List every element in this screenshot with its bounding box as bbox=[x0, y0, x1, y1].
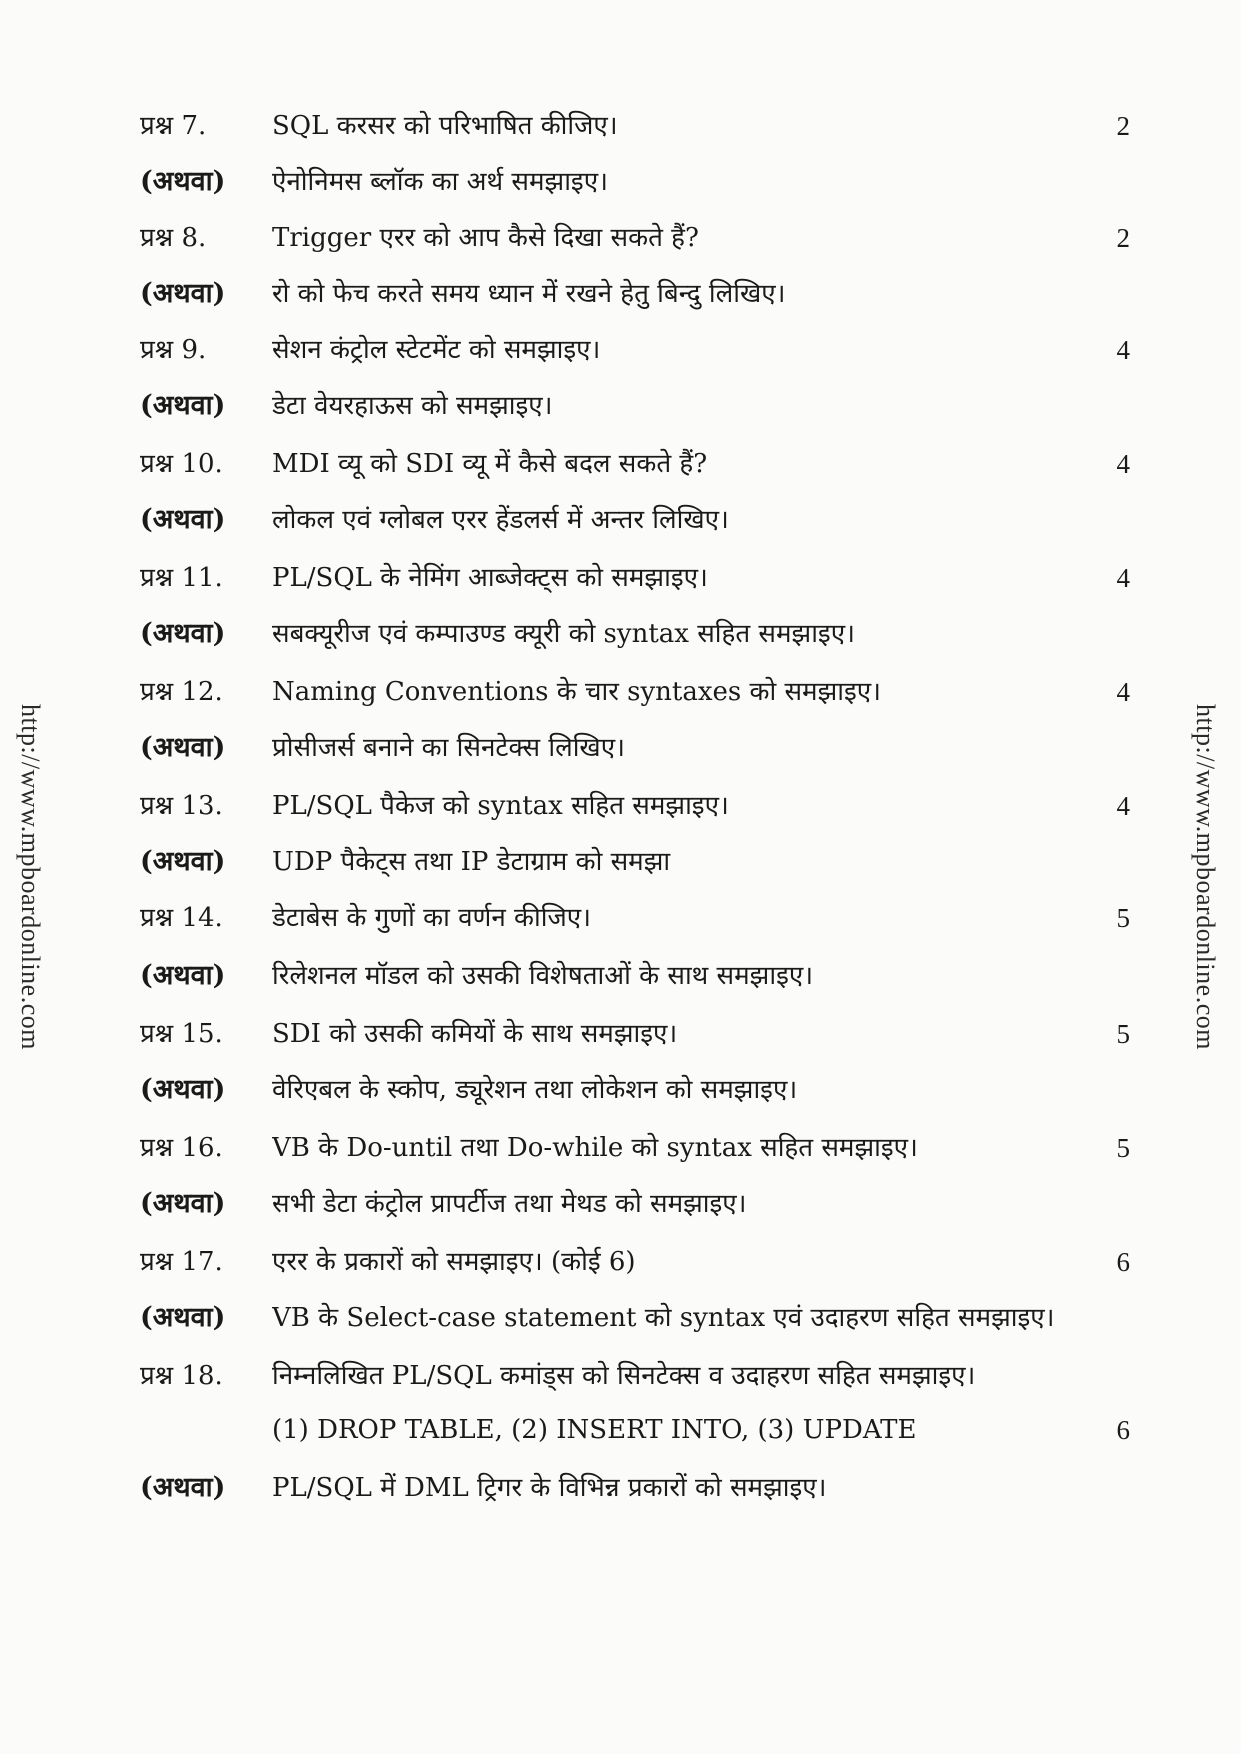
question-text: डेटा वेयरहाऊस को समझाइए। bbox=[272, 391, 553, 421]
question-number: प्रश्न 9. bbox=[140, 335, 207, 365]
question-number: प्रश्न 7. bbox=[140, 111, 207, 141]
alternate-question-row bbox=[140, 1068, 1130, 1112]
question-text: (1) DROP TABLE, (2) INSERT INTO, (3) UPDATE bbox=[272, 1415, 917, 1445]
question-text: सभी डेटा कंट्रोल प्रापर्टीज तथा मेथड को समझाइए। bbox=[272, 1189, 747, 1219]
question-text: PL/SQL के नेमिंग आब्जेक्ट्स को समझाइए। bbox=[272, 563, 708, 593]
question-row bbox=[140, 104, 1130, 148]
question-row bbox=[140, 442, 1130, 486]
alternate-question-row bbox=[140, 1182, 1130, 1226]
athva-label: (अथवा) bbox=[140, 732, 226, 763]
question-text: वेरिएबल के स्कोप, ड्यूरेशन तथा लोकेशन को समझाइए। bbox=[272, 1075, 798, 1105]
question-number: प्रश्न 8. bbox=[140, 223, 207, 253]
alternate-question-row bbox=[140, 612, 1130, 656]
question-marks: 2 bbox=[1116, 111, 1130, 141]
question-row bbox=[140, 1126, 1130, 1170]
athva-label: (अथवा) bbox=[140, 618, 226, 649]
question-marks: 2 bbox=[1116, 223, 1130, 253]
question-marks: 5 bbox=[1116, 1019, 1130, 1049]
question-number: प्रश्न 11. bbox=[140, 563, 223, 593]
question-number: प्रश्न 16. bbox=[140, 1133, 223, 1163]
alternate-question-row bbox=[140, 498, 1130, 542]
question-row bbox=[140, 328, 1130, 372]
question-text: एरर के प्रकारों को समझाइए। (कोई 6) bbox=[272, 1247, 636, 1277]
athva-label: (अथवा) bbox=[140, 1074, 226, 1105]
question-text: निम्नलिखित PL/SQL कमांड्स को सिनटेक्स व उदाहरण सहित समझाइए। bbox=[272, 1361, 976, 1391]
alternate-question-row bbox=[140, 272, 1130, 316]
question-text: VB के Select-case statement को syntax एवं उदाहरण सहित समझाइए। bbox=[272, 1303, 1055, 1333]
question-number: प्रश्न 13. bbox=[140, 791, 223, 821]
question-text: डेटाबेस के गुणों का वर्णन कीजिए। bbox=[272, 903, 591, 933]
question-number: प्रश्न 15. bbox=[140, 1019, 223, 1049]
athva-label: (अथवा) bbox=[140, 390, 226, 421]
question-text: PL/SQL पैकेज को syntax सहित समझाइए। bbox=[272, 791, 729, 821]
alternate-question-row bbox=[140, 954, 1130, 998]
athva-label: (अथवा) bbox=[140, 1188, 226, 1219]
question-row bbox=[140, 670, 1130, 714]
question-marks: 4 bbox=[1116, 677, 1130, 707]
question-marks: 4 bbox=[1116, 791, 1130, 821]
question-number: प्रश्न 17. bbox=[140, 1247, 223, 1277]
alternate-question-row bbox=[140, 160, 1130, 204]
question-number: प्रश्न 10. bbox=[140, 449, 223, 479]
alternate-question-row bbox=[140, 726, 1130, 770]
question-row bbox=[140, 216, 1130, 260]
question-text: SDI को उसकी कमियों के साथ समझाइए। bbox=[272, 1019, 678, 1049]
question-text: SQL करसर को परिभाषित कीजिए। bbox=[272, 111, 618, 141]
alternate-question-row bbox=[140, 1296, 1130, 1340]
question-row bbox=[140, 1012, 1130, 1056]
question-text: ऐनोनिमस ब्लॉक का अर्थ समझाइए। bbox=[272, 167, 608, 197]
question-text: Trigger एरर को आप कैसे दिखा सकते हैं? bbox=[272, 223, 699, 253]
question-marks: 5 bbox=[1116, 1133, 1130, 1163]
question-text: PL/SQL में DML ट्रिगर के विभिन्न प्रकारों को समझाइए। bbox=[272, 1473, 827, 1503]
athva-label: (अथवा) bbox=[140, 278, 226, 309]
watermark-right: http://www.mpboardonline.com bbox=[1191, 704, 1220, 1050]
question-text: UDP पैकेट्स तथा IP डेटाग्राम को समझा bbox=[272, 847, 671, 877]
question-text: रिलेशनल मॉडल को उसकी विशेषताओं के साथ समझाइए। bbox=[272, 961, 814, 991]
athva-label: (अथवा) bbox=[140, 166, 226, 197]
athva-label: (अथवा) bbox=[140, 846, 226, 877]
question-marks: 4 bbox=[1116, 449, 1130, 479]
question-text: VB के Do-until तथा Do-while को syntax सहित समझाइए। bbox=[272, 1133, 918, 1163]
question-number: प्रश्न 12. bbox=[140, 677, 223, 707]
watermark-left: http://www.mpboardonline.com bbox=[16, 704, 45, 1050]
question-number: प्रश्न 14. bbox=[140, 903, 223, 933]
question-text: सेशन कंट्रोल स्टेटमेंट को समझाइए। bbox=[272, 335, 601, 365]
question-marks: 6 bbox=[1116, 1247, 1130, 1277]
question-text: लोकल एवं ग्लोबल एरर हेंडलर्स में अन्तर लिखिए। bbox=[272, 505, 729, 535]
question-text: प्रोसीजर्स बनाने का सिनटेक्स लिखिए। bbox=[272, 733, 625, 763]
question-marks: 5 bbox=[1116, 903, 1130, 933]
athva-label: (अथवा) bbox=[140, 960, 226, 991]
question-row bbox=[140, 1240, 1130, 1284]
alternate-question-row bbox=[140, 1466, 1130, 1510]
question-marks: 4 bbox=[1116, 563, 1130, 593]
question-text: MDI व्यू को SDI व्यू में कैसे बदल सकते हैं? bbox=[272, 449, 708, 479]
question-text: Naming Conventions के चार syntaxes को समझाइए। bbox=[272, 677, 881, 707]
question-row bbox=[140, 556, 1130, 600]
question-row bbox=[140, 1408, 1130, 1452]
question-marks: 6 bbox=[1116, 1415, 1130, 1445]
question-marks: 4 bbox=[1116, 335, 1130, 365]
question-number: प्रश्न 18. bbox=[140, 1361, 223, 1391]
athva-label: (अथवा) bbox=[140, 1472, 226, 1503]
question-row bbox=[140, 896, 1130, 940]
question-row bbox=[140, 1354, 1130, 1398]
question-text: रो को फेच करते समय ध्यान में रखने हेतु बिन्दु लिखिए। bbox=[272, 279, 786, 309]
question-text: सबक्यूरीज एवं कम्पाउण्ड क्यूरी को syntax सहित समझाइए। bbox=[272, 619, 855, 649]
alternate-question-row bbox=[140, 384, 1130, 428]
athva-label: (अथवा) bbox=[140, 1302, 226, 1333]
question-row bbox=[140, 784, 1130, 828]
athva-label: (अथवा) bbox=[140, 504, 226, 535]
alternate-question-row bbox=[140, 840, 1130, 884]
